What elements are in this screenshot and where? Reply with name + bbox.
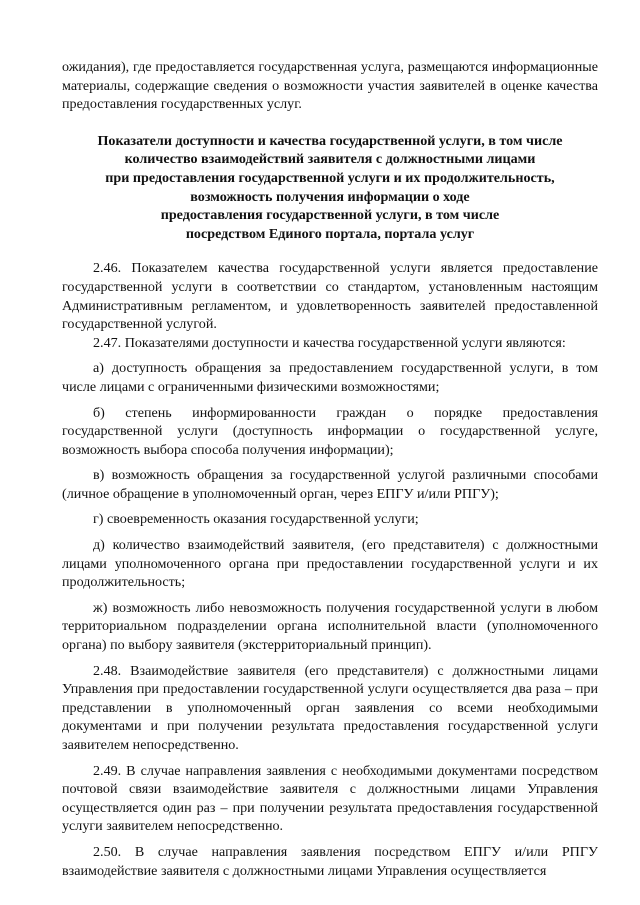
list-item-v: в) возможность обращения за государственной услугой различными способами (личное обращение в уполномоченный орган, через ЕПГУ и/или РПГУ); xyxy=(62,467,598,502)
list-item-b: б) степень информированности граждан о порядке предоставления государственной услуги (доступность информации о государственной услуге, возможность выбора способа получения информации); xyxy=(62,404,598,458)
paragraph-2-50: 2.50. В случае направления заявления посредством ЕПГУ и/или РПГУ взаимодействие заявителя с должностными лицами Управления осуществляется xyxy=(62,843,598,879)
list-item-g: г) своевременность оказания государственной услуги; xyxy=(93,511,419,528)
intro-paragraph: ожидания), где предоставляется государственная услуга, размещаются информационные материалы, содержащие сведения о возможности участия заявителей в оценке качества предоставления государственных услуг. xyxy=(62,59,598,113)
heading-line: Показатели доступности и качества государственной услуги, в том числе xyxy=(97,132,563,149)
list-item-zh: ж) возможность либо невозможность получения государственной услуги в любом территориальном подразделении органа исполнительной власти (уполномоченного органа) по выбору заявителя (экстерриториальный принцип). xyxy=(62,599,598,654)
heading-line: количество взаимодействий заявителя с должностными лицами xyxy=(124,151,536,168)
heading-line: посредством Единого портала, портала услуг xyxy=(185,225,475,242)
section-heading xyxy=(62,132,598,244)
paragraph-2-49: 2.49. В случае направления заявления с необходимыми документами посредством почтовой связи взаимодействие заявителя с должностными лицами Управления осуществляется один раз – при получении результата предоставления государственной услуги заявителем непосредственно. xyxy=(62,762,598,835)
paragraph-2-48: 2.48. Взаимодействие заявителя (его представителя) с должностными лицами Управления при предоставлении государственной услуги осуществляется два раза – при представлении в уполномоченный орган заявления со всеми необходимыми документами и при получении результата предоставления государственной услуги заявителем непосредственно. xyxy=(62,662,598,753)
paragraph-2-47: 2.47. Показателями доступности и качества государственной услуги являются: xyxy=(93,334,566,351)
paragraph-2-46: 2.46. Показателем качества государственной услуги является предоставление государственной услуги в соответствии со стандартом, установленным настоящим Административным регламентом, и удовлетворенность заявителей предоставленной государственной услугой. xyxy=(62,260,598,333)
heading-line: возможность получения информации о ходе xyxy=(190,188,470,205)
document-page xyxy=(62,58,598,880)
heading-line: предоставления государственной услуги, в том числе xyxy=(160,207,500,224)
list-item-a: а) доступность обращения за предоставлением государственной услуги, в том числе лицами с ограниченными физическими возможностями; xyxy=(62,360,598,395)
list-item-d: д) количество взаимодействий заявителя, (его представителя) с должностными лицами уполномоченного органа при предоставлении государственной услуги и их продолжительность; xyxy=(62,537,598,591)
heading-line: при предоставления государственной услуги и их продолжительность, xyxy=(105,169,555,186)
